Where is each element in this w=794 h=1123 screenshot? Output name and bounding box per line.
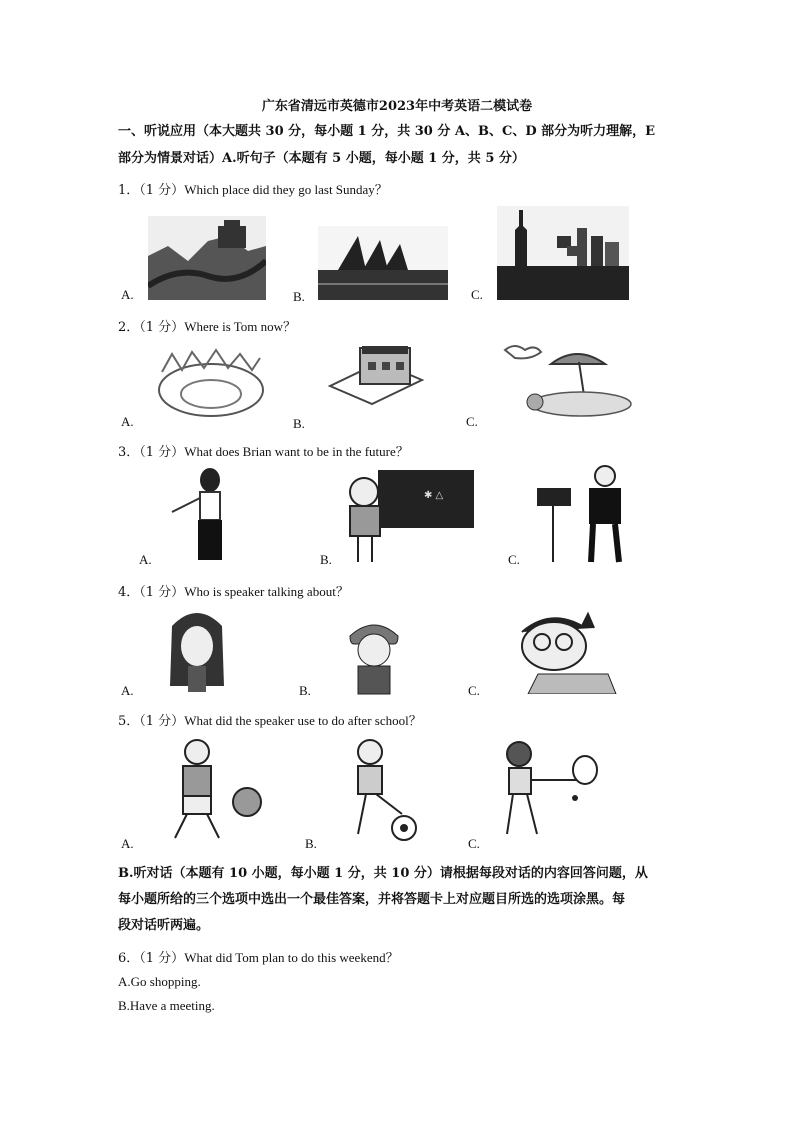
option-a-label: A. <box>121 683 134 698</box>
sectionB-line1: B.听对话（本题有 10 小题，每小题 1 分，共 10 分）请根据每段对话的内容回答问题，从 <box>118 866 648 881</box>
question-text: What did the speaker use to do after school？ <box>184 713 422 728</box>
conductor-image[interactable] <box>533 462 633 566</box>
option-a-label: A. <box>121 287 134 302</box>
q6-option-a[interactable]: A.Go shopping. <box>118 974 201 989</box>
castle-image[interactable] <box>152 342 270 424</box>
great-wall-image[interactable] <box>148 216 266 300</box>
basketball-boy-image[interactable] <box>155 738 267 846</box>
option-a-label: A. <box>139 552 152 567</box>
teacher-image[interactable] <box>338 466 478 564</box>
tennis-boy-image[interactable] <box>497 740 603 838</box>
boy-glasses-image[interactable] <box>498 608 618 694</box>
boy-overalls-image[interactable] <box>342 614 406 696</box>
question-1 <box>118 179 388 198</box>
girl-image[interactable] <box>162 606 232 694</box>
question-4 <box>118 581 349 600</box>
businessman-image[interactable] <box>166 468 246 566</box>
statue-of-liberty-image[interactable] <box>497 206 629 300</box>
sectionB-line3: 段对话听两遍。 <box>118 918 210 933</box>
opera-house-image[interactable] <box>318 226 448 300</box>
page-title: 广东省清远市英德市2023年中考英语二模试卷 <box>261 99 533 114</box>
option-b-label: B. <box>293 416 305 431</box>
question-3 <box>118 441 409 460</box>
question-number: 4．（1 分） <box>118 585 185 600</box>
section1-line2: 部分为情景对话）A.听句子（本题有 5 小题，每小题 1 分，共 5 分） <box>118 151 525 166</box>
question-2 <box>118 316 296 335</box>
soccer-boy-image[interactable] <box>338 738 432 842</box>
q6-option-b[interactable]: B.Have a meeting. <box>118 998 215 1013</box>
beach-image[interactable] <box>495 340 633 420</box>
option-b-label: B. <box>299 683 311 698</box>
question-text: Who is speaker talking about？ <box>184 584 349 599</box>
option-c-label: C. <box>466 414 478 429</box>
question-number: 6．（1 分） <box>118 951 185 966</box>
sectionB-line2: 每小题所给的三个选项中选出一个最佳答案，并将答题卡上对应题目所选的选项涂黑。每 <box>118 892 626 907</box>
option-c-label: C. <box>508 552 520 567</box>
section1-line1: 一、听说应用（本大题共 30 分，每小题 1 分，共 30 分 A、B、C、D 部分为听力理解，E <box>118 124 656 139</box>
building-image[interactable] <box>320 342 432 412</box>
option-a-label: A. <box>121 836 134 851</box>
question-text: Which place did they go last Sunday？ <box>184 182 388 197</box>
option-b-label: B. <box>320 552 332 567</box>
question-text: What did Tom plan to do this weekend？ <box>184 950 399 965</box>
question-text: What does Brian want to be in the future？ <box>184 444 409 459</box>
svg-text:✱ △: ✱ △ <box>424 490 444 501</box>
option-c-label: C. <box>468 683 480 698</box>
question-6 <box>118 947 399 966</box>
question-text: Where is Tom now？ <box>184 319 297 334</box>
option-b-label: B. <box>305 836 317 851</box>
question-number: 2．（1 分） <box>118 320 185 335</box>
option-c-label: C. <box>471 287 483 302</box>
option-b-label: B. <box>293 289 305 304</box>
option-a-label: A. <box>121 414 134 429</box>
question-number: 1．（1 分） <box>118 183 185 198</box>
question-number: 5．（1 分） <box>118 714 185 729</box>
option-c-label: C. <box>468 836 480 851</box>
question-number: 3．（1 分） <box>118 445 185 460</box>
question-5 <box>118 710 422 729</box>
